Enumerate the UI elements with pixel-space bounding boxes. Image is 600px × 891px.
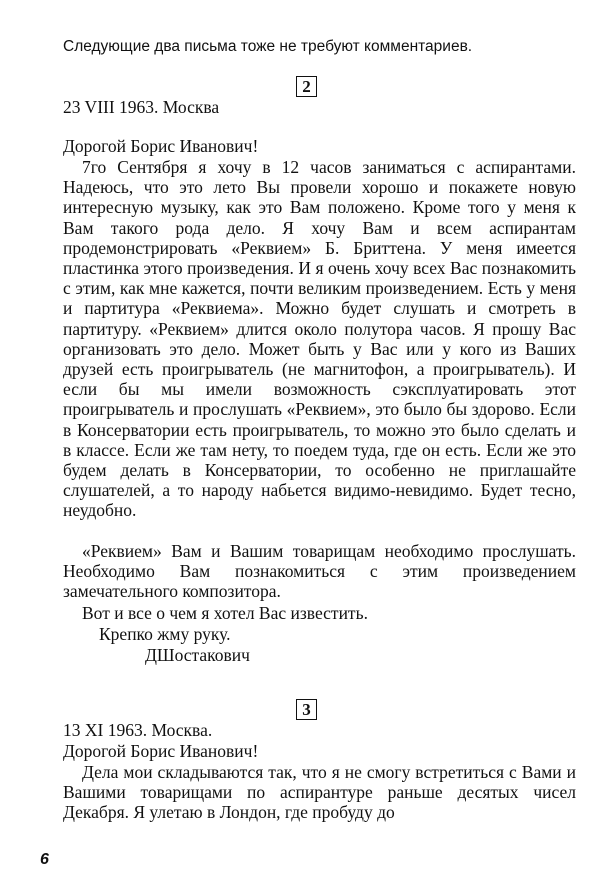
intro-sentence: Следующие два письма тоже не требуют комментариев.	[63, 38, 473, 55]
letter-greeting: Дорогой Борис Иванович!	[63, 136, 259, 156]
letter-paragraph	[63, 762, 576, 823]
letter-number-box: 2	[296, 76, 317, 97]
letter-number-box: 3	[296, 699, 317, 720]
letter-paragraph	[63, 541, 576, 602]
letter-date: 13 XI 1963. Москва.	[63, 720, 213, 740]
letter-paragraph-text: Дела мои складываются так, что я не смогу встретиться с Вами и Вашими товарищами по аспирантуре раньше десятых чисел Декабря. Я улетаю в Лондон, где пробуду до	[63, 762, 576, 823]
letter-signature: ДШостакович	[145, 645, 250, 665]
page-number: 6	[40, 851, 49, 868]
letter-closing: Крепко жму руку.	[99, 624, 231, 644]
letter-paragraph-text: 7го Сентября я хочу в 12 часов заниматься с аспирантами. Надеюсь, что это лето Вы провели хорошо и покажете новую интересную музыку, как это Вам положено. Кроме того у меня к Вам такого рода дело. Я хочу Вам и всем аспирантам продемонстрировать «Реквием» Б. Бриттена. У меня имеется пластинка этого произведения. И я очень хочу всех Вас познакомить с этим, как мне кажется, почти великим произведением. Есть у меня и партитура «Реквиема». Можно будет слушать и смотреть в партитуру. «Реквием» длится около полутора часов. Я прошу Вас организовать это дело. Может быть у Вас или у кого из Ваших друзей есть проигрыватель (не магнитофон, а проигрыватель). И если бы мы имели возможность сэксплуатировать этот проигрыватель и прослушать «Реквием», это было бы здорово. Если в Консерватории есть проигрыватель, то можно это было сделать и в классе. Если же там нету, то поедем туда, где он есть. Если же это будем делать в Консерватории, то особенно не приглашайте слушателей, а то народу набьется видимо-невидимо. Будет тесно, неудобно.	[63, 157, 576, 521]
letter-paragraph: Вот и все о чем я хотел Вас известить.	[82, 603, 368, 623]
letter-greeting: Дорогой Борис Иванович!	[63, 741, 259, 761]
letter-paragraph-text: «Реквием» Вам и Вашим товарищам необходимо прослушать. Необходимо Вам познакомиться с этим произведением замечательного композитора.	[63, 541, 576, 602]
letter-date: 23 VIII 1963. Москва	[63, 97, 220, 117]
letter-paragraph	[63, 157, 576, 521]
